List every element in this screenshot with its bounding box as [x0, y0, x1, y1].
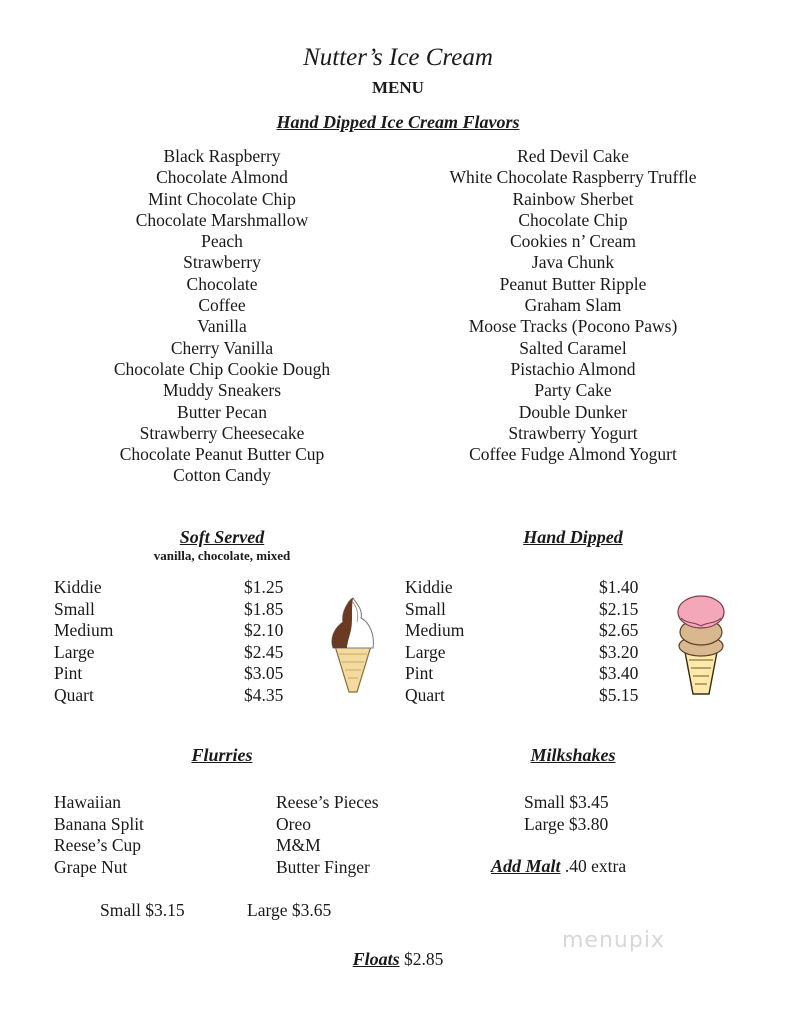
- price-row: [405, 663, 665, 685]
- price-value: $3.20: [599, 641, 639, 662]
- price-value: $2.45: [244, 641, 284, 662]
- flavor-item: Pistachio Almond: [510, 358, 636, 379]
- flavor-item: Vanilla: [197, 316, 247, 337]
- add-malt-price: .40 extra: [564, 856, 627, 876]
- soft-served-note: vanilla, chocolate, mixed: [153, 548, 291, 563]
- flavor-item: Peach: [201, 231, 243, 252]
- flavor-item: Red Devil Cake: [517, 146, 629, 166]
- flurry-item: Butter Finger: [276, 856, 370, 877]
- flavor-item: Strawberry: [183, 252, 261, 273]
- flavor-item: Butter Pecan: [177, 401, 267, 422]
- flavor-item: Black Raspberry: [163, 146, 281, 166]
- milkshake-small-price: Small $3.45: [524, 792, 609, 812]
- size-label: Pint: [405, 663, 434, 683]
- price-value: $1.40: [599, 577, 639, 597]
- flavor-item: Strawberry Cheesecake: [139, 422, 305, 443]
- price-value: $2.15: [599, 598, 639, 619]
- size-label: Medium: [54, 620, 114, 640]
- size-label: Kiddie: [405, 577, 453, 597]
- flavor-item: Cotton Candy: [173, 465, 271, 486]
- size-label: Small: [405, 598, 446, 619]
- flavor-item: Chocolate Marshmallow: [135, 209, 309, 230]
- soft-served-price-list: [54, 577, 314, 706]
- flurries-large-price: Large $3.65: [247, 900, 332, 920]
- price-value: $3.05: [244, 663, 284, 683]
- flurry-item: Hawaiian: [54, 792, 122, 812]
- flavor-list-right: [413, 146, 733, 465]
- price-row: [405, 577, 665, 599]
- milkshake-large-price: Large $3.80: [524, 814, 609, 834]
- flavor-item: Chocolate Chip: [518, 209, 628, 230]
- price-value: $2.65: [599, 620, 639, 640]
- size-label: Pint: [54, 663, 83, 683]
- flurries-list-left: [54, 792, 144, 878]
- price-row: [54, 577, 314, 599]
- size-label: Large: [54, 641, 95, 662]
- floats-price: $2.85: [404, 949, 444, 969]
- flavor-item: Rainbow Sherbet: [512, 188, 634, 209]
- flavor-item: Java Chunk: [531, 252, 615, 273]
- flurries-heading: Flurries: [191, 745, 253, 765]
- flavor-item: Salted Caramel: [519, 337, 627, 358]
- flavor-item: Chocolate Peanut Butter Cup: [119, 444, 325, 465]
- price-row: [405, 642, 665, 664]
- add-malt-line: [491, 856, 626, 878]
- flurry-item: Banana Split: [54, 813, 144, 834]
- add-malt-label: Add Malt: [491, 856, 561, 876]
- price-row: [54, 685, 314, 707]
- floats-label: Floats: [352, 949, 400, 969]
- size-label: Small: [54, 598, 95, 619]
- flurry-item: M&M: [276, 835, 321, 855]
- price-value: $4.35: [244, 684, 284, 705]
- hand-dipped-heading: Hand Dipped: [523, 527, 623, 547]
- price-value: $5.15: [599, 684, 639, 705]
- flavor-item: Party Cake: [534, 380, 612, 401]
- flavor-item: Chocolate Chip Cookie Dough: [113, 358, 331, 379]
- price-row: [405, 599, 665, 621]
- price-value: $3.40: [599, 663, 639, 683]
- price-value: $1.85: [244, 598, 284, 619]
- flavor-item: Muddy Sneakers: [162, 380, 282, 401]
- soft-served-heading: Soft Served: [179, 527, 265, 547]
- flurry-item: Grape Nut: [54, 856, 128, 877]
- price-value: $2.10: [244, 620, 284, 640]
- flavor-item: Peanut Butter Ripple: [499, 273, 647, 294]
- flavor-list-left: [72, 146, 372, 487]
- milkshakes-heading: Milkshakes: [530, 745, 616, 765]
- flurries-list-right: [276, 792, 379, 878]
- flavor-item: Strawberry Yogurt: [508, 422, 638, 443]
- menu-title: Nutter’s Ice Cream: [303, 44, 493, 71]
- flavor-item: Cherry Vanilla: [170, 337, 274, 358]
- size-label: Large: [405, 641, 446, 662]
- floats-line: [0, 949, 796, 971]
- flavor-item: Double Dunker: [518, 401, 628, 422]
- flavors-heading: Hand Dipped Ice Cream Flavors: [276, 112, 520, 132]
- price-row: [54, 663, 314, 685]
- flurry-item: Reese’s Pieces: [276, 792, 379, 812]
- flurries-small-price: Small $3.15: [100, 900, 185, 920]
- price-row: [54, 642, 314, 664]
- menu-subtitle: MENU: [372, 78, 424, 97]
- flavor-item: Graham Slam: [524, 295, 622, 316]
- size-label: Quart: [405, 684, 445, 705]
- soft-serve-cone-icon: [323, 596, 383, 701]
- flavor-item: Moose Tracks (Pocono Paws): [468, 316, 678, 337]
- flavor-item: Coffee Fudge Almond Yogurt: [469, 444, 677, 465]
- flavor-item: White Chocolate Raspberry Truffle: [449, 167, 697, 188]
- menupix-watermark: menupix: [562, 928, 665, 953]
- price-row: [405, 620, 665, 642]
- flavor-item: Chocolate Almond: [156, 167, 288, 188]
- size-label: Quart: [54, 684, 94, 705]
- price-row: [405, 685, 665, 707]
- flurry-item: Reese’s Cup: [54, 835, 142, 855]
- price-row: [54, 599, 314, 621]
- flurry-item: Oreo: [276, 813, 311, 834]
- flavor-item: Coffee: [198, 295, 246, 316]
- double-scoop-cone-icon: [671, 594, 731, 701]
- hand-dipped-price-list: [405, 577, 665, 706]
- size-label: Medium: [405, 620, 465, 640]
- price-value: $1.25: [244, 577, 284, 597]
- flavor-item: Mint Chocolate Chip: [148, 188, 296, 209]
- flavor-item: Cookies n’ Cream: [509, 231, 637, 252]
- size-label: Kiddie: [54, 577, 102, 597]
- price-row: [54, 620, 314, 642]
- flavor-item: Chocolate: [186, 273, 258, 294]
